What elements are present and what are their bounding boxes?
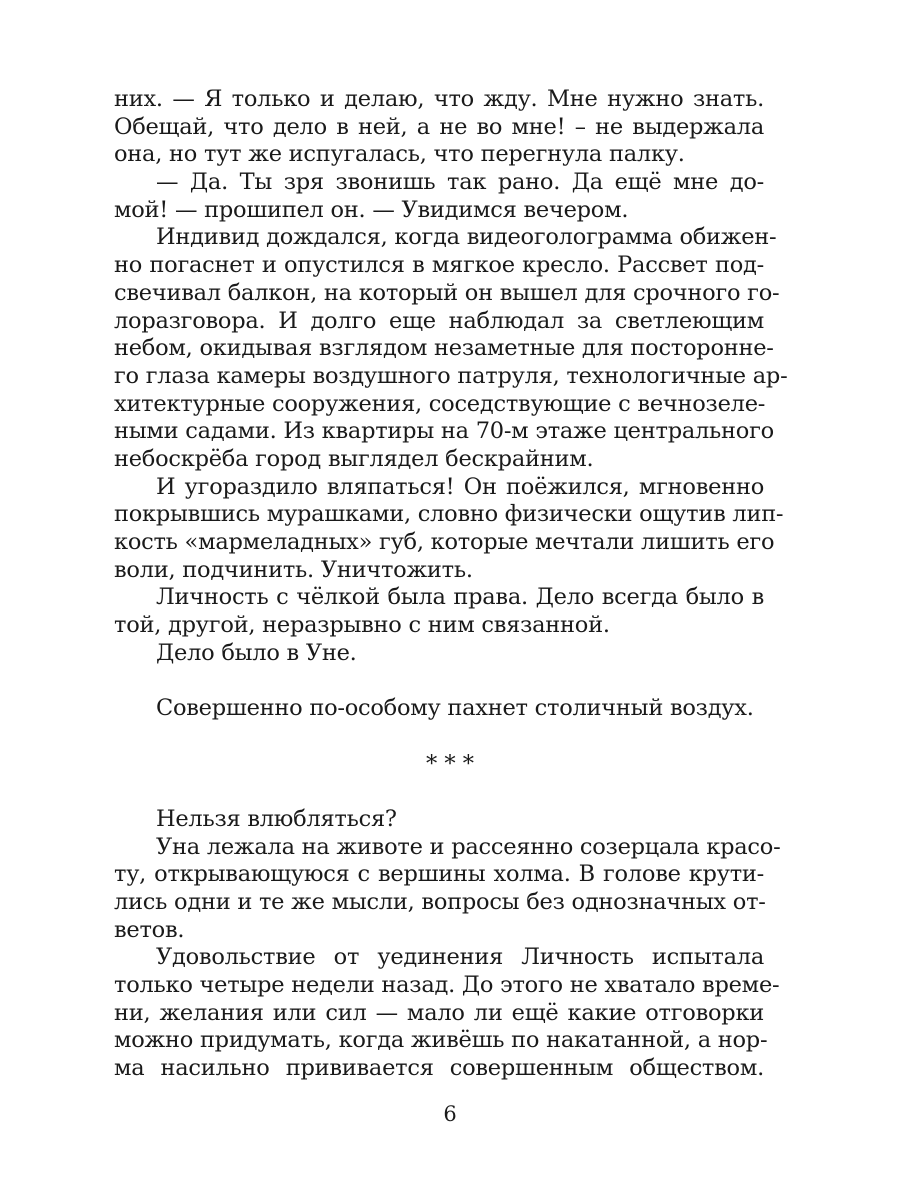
- text-line: мой! — прошипел он. — Увидимся вечером.: [114, 196, 629, 223]
- text-line: свечивал балкон, на который он вышел для срочного го-: [114, 279, 780, 306]
- text-line: только четыре недели назад. До этого не хватало време-: [114, 972, 780, 998]
- text-line: ными садами. Из квартиры на 70-м этаже центрального: [114, 418, 774, 445]
- text-line: ма насильно прививается совершенным обществом.: [114, 1055, 764, 1082]
- text-line: той, другой, неразрывно с ним связанной.: [114, 612, 610, 639]
- text-line: можно придумать, когда живёшь по накатанной, а нор-: [114, 1027, 768, 1054]
- text-line: Обещай, что дело в ней, а не во мне! – не выдержала: [114, 113, 764, 140]
- text-line: Личность с чёлкой была права. Дело всегда было в: [156, 584, 764, 611]
- text-line: ветов.: [114, 916, 185, 943]
- text-line: — Да. Ты зря звонишь так рано. Да ещё мне до-: [156, 169, 764, 196]
- text-line: ни, желания или сил — мало ли ещё какие отговорки: [114, 999, 764, 1026]
- text-line: кость «мармеладных» губ, которые мечтали лишить его: [114, 529, 775, 555]
- text-line: небоскрёба город выглядел бескрайним.: [114, 445, 594, 472]
- book-page-text: [114, 86, 788, 1083]
- text-line: она, но тут же испугалась, что перегнула палку.: [114, 141, 685, 168]
- text-line: но погаснет и опустился в мягкое кресло. Рассвет под-: [114, 252, 764, 279]
- text-line: Совершенно по-особому пахнет столичный воздух.: [156, 695, 754, 722]
- text-line: воли, подчинить. Уничтожить.: [114, 556, 473, 583]
- text-line: небом, окидывая взглядом незаметные для посторонне-: [114, 335, 774, 362]
- blank-line: [114, 778, 764, 806]
- text-line: Уна лежала на животе и рассеянно созерцала красо-: [156, 833, 781, 860]
- text-line: Индивид дождался, когда видеоголограмма обижен-: [156, 224, 777, 251]
- text-line: них. — Я только и делаю, что жду. Мне нужно знать.: [114, 86, 764, 112]
- text-line: лись одни и те же мысли, вопросы без однозначных от-: [114, 888, 766, 915]
- text-line: хитектурные сооружения, соседствующие с вечнозеле-: [114, 390, 766, 417]
- text-line: го глаза камеры воздушного патруля, технологичные ар-: [114, 362, 788, 389]
- text-line: И угораздило вляпаться! Он поёжился, мгновенно: [156, 473, 764, 500]
- blank-line: [114, 667, 764, 695]
- text-line: Нельзя влюбляться?: [156, 805, 397, 832]
- blank-line: [114, 723, 764, 751]
- text-line: Удовольствие от уединения Личность испытала: [156, 944, 764, 971]
- text-line: Дело было в Уне.: [156, 639, 357, 666]
- text-line: покрывшись мурашками, словно физически ощутив лип-: [114, 501, 784, 528]
- page-number: 6: [443, 1102, 457, 1126]
- section-separator: * * *: [425, 750, 475, 777]
- text-line: лоразговора. И долго еще наблюдал за светлеющим: [114, 307, 764, 334]
- text-line: ту, открывающуюся с вершины холма. В голове крути-: [114, 861, 764, 888]
